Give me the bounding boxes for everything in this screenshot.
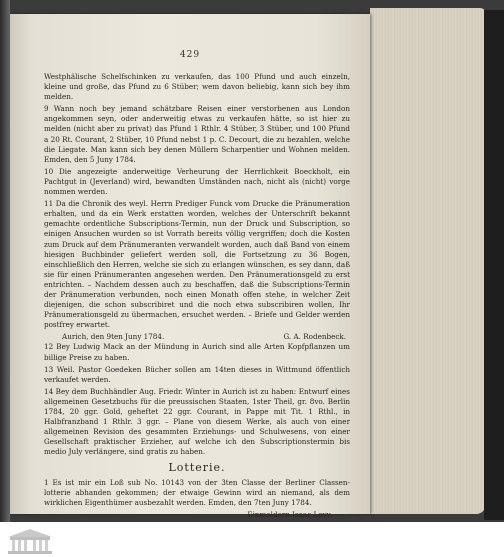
paragraph-8: Westphälische Schelfschinken zu verkaufen, das 100 Pfund und auch einzeln, kleine und große, das Pfund zu 6 Stüber; wem davon beliebig, kann sich bey ihm melden. [44,72,350,102]
section-heading: Lotterie. [168,461,226,475]
lotterie-paragraph: 1 Es ist mir ein Loß sub No. 10143 von der 3ten Classe der Berliner Classen-lotterie abhanden gekommen; der etwaige Gewinn wird an niemand, als dem wirklichen Eigenthümer ausbezahlt werden. Emden, den 7ten Juny 1784. [44,477,350,507]
paragraph-10: 10 Die angezeigte anderweitige Verheurung der Herrlichkeit Boeckholt, ein Pachtgut in (Jeverland) wird, bewandten Umständen nach, nicht als (nicht) vorge nommen werden. [44,166,350,197]
signature-line [44,332,350,342]
lotterie-signature: Einmeldern Isaac Levy. [247,509,332,519]
page-text [44,72,350,534]
paragraph-14: 14 Bey dem Buchhändler Aug. Friedr. Winter in Aurich ist zu haben: Entwurf eines allgemeinen Gesetzbuchs für die preussischen Staaten, 1ster Theil, gr. 8vo. Berlin 1784, 20 ggr. Gold, geheftet 22 ggr. Courant, in Pappe mit Tit. 1 Rthl., in Halbfranzband 1 Rthlr. 3 ggr. – Plane von diesem Werke, als auch von einer allgemeinen Revision des gesammten Erziehungs- und Schulwesens, von einer Gesellschaft praktischer Erzieher, auf welche ich den Subscriptionstermin bis medio July verlängere, sind gratis zu haben. [44,386,350,457]
paragraph-11: 11 Da die Chronik des weyl. Herrn Prediger Funck vom Drucke die Pränumeration erhalten, und da ein Werk erstatten worden, welches der Unterschrift bekannt gemachte ordentliche Subscriptions-Termin, nun der Druck und Subscription, so einigen Ansuchen wurden so ist Vorrath bereits völlig vergriffen; doch die Kosten zum Druck auf dem Pränumeranten verwandelt worden, auch daß Band von einem hiesigen Buchbinder geliefert werden soll, die Fortsetzung zu 36 Bogen, einschließlich den Herren, welche sie sich zu erlangen wünschen, es sey dann, daß sie für einen Pränumeranten angesehen werden. Den Pränumerationsgeld zu erst entrichten. – Nachdem dessen auch zu beschaffen, daß die Subscriptions-Termin der Pränumeration verbunden, noch einen Monath offen stehe, in welcher Zeit diejenigen, die schon subscribiret und die noch etwa subscribiren wollen, Ihr Pränumerationsgeld zu übermachen, ersuchet werden. – Briefe und Gelder werden postfrey erwartet. [44,199,350,330]
paragraph-9: 9 Wann noch bey jemand schätzbare Reisen einer verstorbenen aus London angekommen seyn, oder anderweitig etwas zu verkaufen hätte, so ist hier zu melden (nicht aber zu privat) das Pfund 1 Rthlr. 4 Stüber, 3 Stüber, und 100 Pfund a 20 Rt. Courant, 2 Stüber, 10 Pfund nebst 1 p. C. Decourt, die zu bezahlen, welche die Liegate. Man kann sich bey denen Müllern Scharpentier und Wohnen melden. Emden, den 5 Juny 1784. [44,104,350,164]
book-page [10,14,370,519]
signature-name: G. A. Rodenbeck. [283,332,346,342]
paragraph-13: 13 Weil. Pastor Goedeken Bücher sollen am 14ten dieses in Wittmund öffentlich verkaufet werden. [44,364,350,384]
edge-shadow [484,10,504,520]
page-number: 429 [179,50,201,60]
library-building-logo [6,527,54,555]
book-binding [0,0,10,522]
page-edges [370,8,486,514]
footer-strip [0,522,504,557]
signature-place-date: Aurich, den 9ten Juny 1784. [62,332,165,342]
paragraph-12: 12 Bey Ludwig Mack an der Mündung in Aurich sind alle Arten Kopfpflanzen um billige Preise zu haben. [44,342,350,362]
